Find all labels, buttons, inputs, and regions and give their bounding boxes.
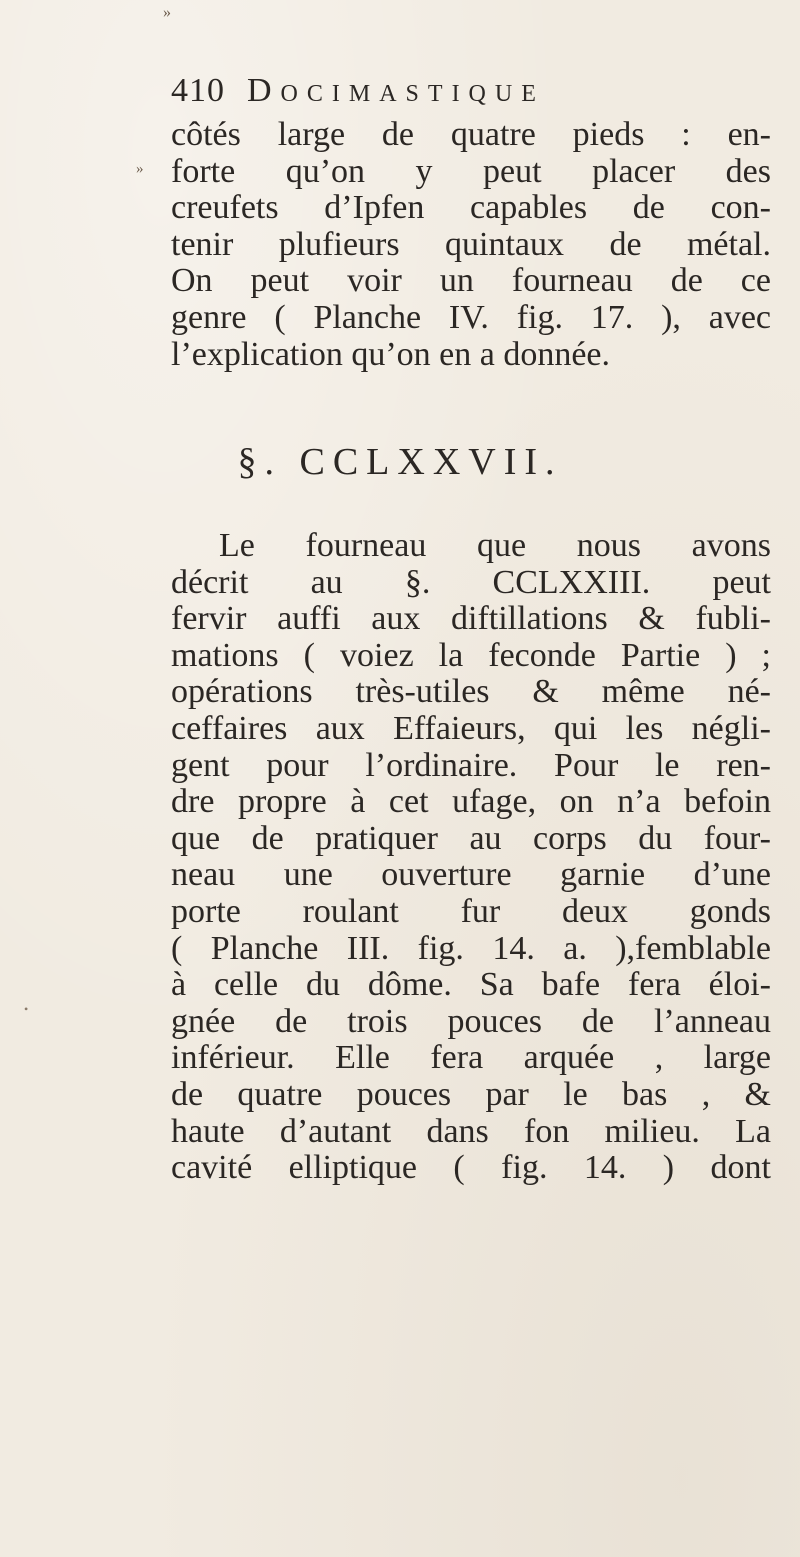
text-line: fervir auffi aux diftillations & fubli- <box>171 600 771 638</box>
text-line: gnée de trois pouces de l’anneau <box>171 1002 771 1040</box>
paragraph-top <box>171 117 771 373</box>
text-line: décrit au §. CCLXXIII. peut <box>171 563 771 601</box>
margin-spot-icon: • <box>24 1002 29 1016</box>
text-line: dre propre à cet ufage, on n’a befoin <box>171 783 771 821</box>
text-line: côtés large de quatre pieds : en- <box>171 116 771 153</box>
text-line: cavité elliptique ( fig. 14. ) dont <box>171 1149 771 1187</box>
text-line: opérations très-utiles & même né- <box>171 673 771 711</box>
text-line: genre ( Planche IV. fig. 17. ), avec <box>171 298 771 336</box>
running-head <box>171 72 771 120</box>
section-heading: §. CCLXXVII. <box>237 441 563 483</box>
text-line: Le fourneau que nous avons <box>219 527 771 564</box>
text-line: haute d’autant dans fon milieu. La <box>171 1112 771 1150</box>
text-line: gent pour l’ordinaire. Pour le ren- <box>171 746 771 784</box>
margin-mark: » <box>136 161 144 177</box>
text-line: ceffaires aux Effaieurs, qui les négli- <box>171 709 771 747</box>
text-line: forte qu’on y peut placer des <box>171 152 771 190</box>
text-line: que de pratiquer au corps du four- <box>171 819 771 857</box>
text-line: de quatre pouces par le bas , & <box>171 1075 771 1113</box>
running-title: Docimastique <box>247 72 545 109</box>
text-line: porte roulant fur deux gonds <box>171 892 771 930</box>
text-line: ( Planche III. fig. 14. a. ),femblable <box>171 929 771 967</box>
text-line: l’explication qu’on en a donnée. <box>171 335 611 373</box>
text-line: à celle du dôme. Sa bafe fera éloi- <box>171 966 771 1004</box>
text-line: On peut voir un fourneau de ce <box>171 262 771 300</box>
paragraph-main <box>171 528 771 1187</box>
text-line: neau une ouverture garnie d’une <box>171 856 771 894</box>
text-line: creufets d’Ipfen capables de con- <box>171 189 771 227</box>
text-line: mations ( voiez la feconde Partie ) ; <box>171 636 771 674</box>
top-corner-mark: » <box>163 4 171 21</box>
text-line: tenir plufieurs quintaux de métal. <box>171 225 771 263</box>
text-line: inférieur. Elle fera arquée , large <box>171 1039 771 1077</box>
page-number: 410 <box>171 72 225 109</box>
